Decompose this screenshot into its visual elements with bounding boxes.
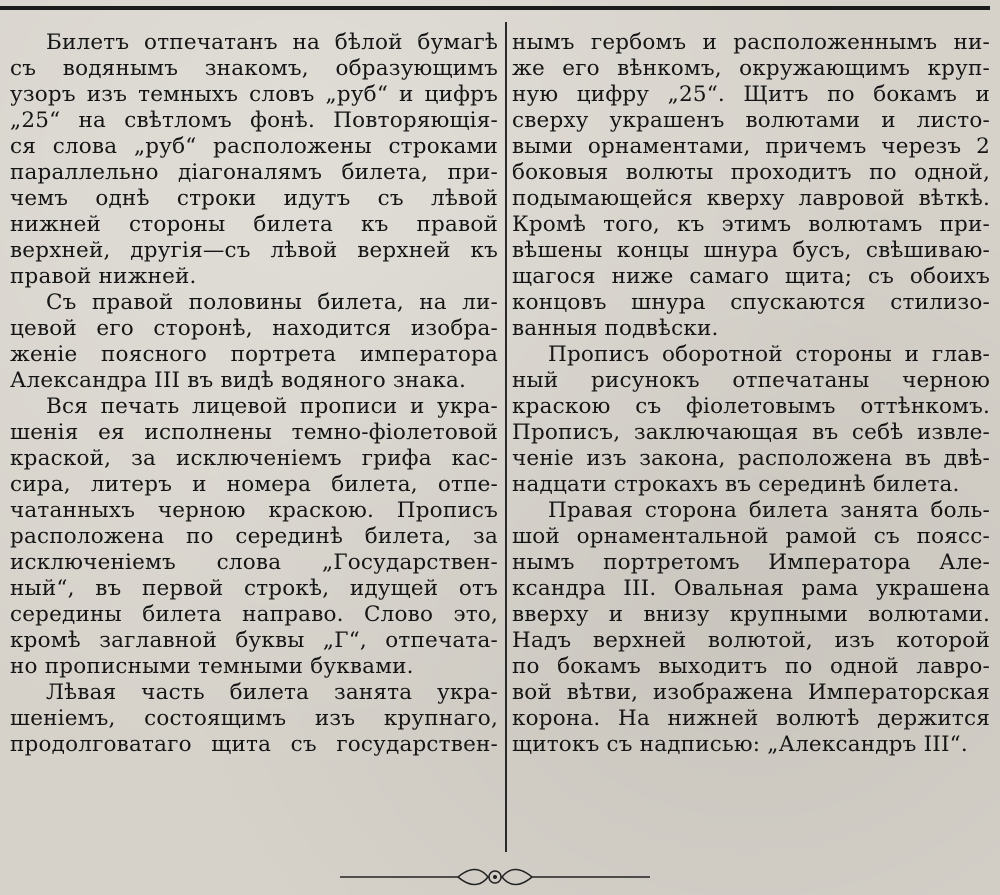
text-line: Надъ верхней волютой, изъ которой xyxy=(512,628,990,653)
text-line: Вся печать лицевой прописи и укра- xyxy=(46,394,498,419)
text-line: съ водянымъ знакомъ, образующимъ xyxy=(10,56,498,81)
text-line: ченіе изъ закона, расположена въ двѣ- xyxy=(512,446,990,471)
text-line: шенія ея исполнены темно-фіолетовой xyxy=(10,420,498,445)
text-line: „25“ на свѣтломъ фонѣ. Повторяющія- xyxy=(10,108,498,133)
text-line: параллельно діагоналямъ билета, при- xyxy=(10,160,498,185)
text-line: нымъ портретомъ Императора Але- xyxy=(512,550,990,575)
text-line: шой орнаментальной рамой съ поясс- xyxy=(512,524,990,549)
text-line: корона. На нижней волютѣ держится xyxy=(512,706,990,731)
text-line: ксандра III. Овальная рама украшена xyxy=(512,576,990,601)
text-line: сверху украшенъ волютами и листо- xyxy=(512,108,990,133)
text-line: чатанныхъ черною краскою. Прописъ xyxy=(10,498,498,523)
text-line: чемъ однѣ строки идутъ съ лѣвой xyxy=(10,186,498,211)
text-line: же его вѣнкомъ, окружающимъ круп- xyxy=(512,56,990,81)
text-line: ся слова „руб“ расположены строками xyxy=(10,134,498,159)
text-line: подымающейся кверху лавровой вѣткѣ. xyxy=(512,186,990,211)
text-line: вѣшены концы шнура бусъ, свѣшиваю- xyxy=(512,238,990,263)
text-line: концовъ шнура спускаются стилизо- xyxy=(512,290,990,315)
text-line: Прописъ, заключающая въ себѣ извле- xyxy=(512,420,990,445)
text-line: продолговатаго щита съ государствен- xyxy=(10,732,498,757)
text-line: середины билета направо. Слово это, xyxy=(10,602,498,627)
text-line: ванныя подвѣски. xyxy=(512,316,719,341)
text-line: выми орнаментами, причемъ черезъ 2 xyxy=(512,134,990,159)
text-line: ный рисунокъ отпечатаны черною xyxy=(512,368,990,393)
text-line: верхней, другія—съ лѣвой верхней къ xyxy=(10,238,498,263)
text-line: женіе поясного портрета императора xyxy=(10,342,498,367)
text-line: Кромѣ того, къ этимъ волютамъ при- xyxy=(512,212,990,237)
text-line: щагося ниже самаго щита; съ обоихъ xyxy=(512,264,990,289)
text-line: шеніемъ, состоящимъ изъ крупнаго, xyxy=(10,706,498,731)
text-line: но прописными темными буквами. xyxy=(10,654,414,679)
text-line: Прописъ оборотной стороны и глав- xyxy=(548,342,990,367)
text-line: Съ правой половины билета, на ли- xyxy=(46,290,498,315)
text-line: кромѣ заглавной буквы „Г“, отпечата- xyxy=(10,628,498,653)
column-divider xyxy=(505,22,507,852)
text-line: правой нижней. xyxy=(10,264,197,289)
text-line: ную цифру „25“. Щитъ по бокамъ и xyxy=(512,82,990,107)
text-line: нымъ гербомъ и расположеннымъ ни- xyxy=(512,30,990,55)
text-line: по бокамъ выходитъ по одной лавро- xyxy=(512,654,990,679)
text-line: узоръ изъ темныхъ словъ „руб“ и цифръ xyxy=(10,82,498,107)
text-line: сира, литеръ и номера билета, отпе- xyxy=(10,472,498,497)
text-line: Лѣвая часть билета занята укра- xyxy=(46,680,498,705)
text-line: нижней стороны билета къ правой xyxy=(10,212,498,237)
text-line: Александра III въ видѣ водяного знака. xyxy=(10,368,467,393)
text-line: боковыя волюты проходитъ по одной, xyxy=(512,160,990,185)
text-line: краской, за исключеніемъ грифа кас- xyxy=(10,446,498,471)
text-line: Правая сторона билета занята боль- xyxy=(548,498,990,523)
text-line: краскою съ фіолетовымъ оттѣнкомъ. xyxy=(512,394,990,419)
decorative-flourish-icon xyxy=(340,862,650,892)
text-line: щитокъ съ надписью: „Александръ III“. xyxy=(512,732,968,757)
text-line: исключеніемъ слова „Государствен- xyxy=(10,550,498,575)
text-line: Билетъ отпечатанъ на бѣлой бумагѣ xyxy=(46,30,498,55)
text-line: надцати строкахъ въ серединѣ билета. xyxy=(512,472,960,497)
text-line: ный“, въ первой строкѣ, идущей отъ xyxy=(10,576,498,601)
text-line: вой вѣтви, изображена Императорская xyxy=(512,680,990,705)
left-column xyxy=(10,30,498,758)
text-line: вверху и внизу крупными волютами. xyxy=(512,602,990,627)
right-column xyxy=(512,30,990,758)
text-line: расположена по серединѣ билета, за xyxy=(10,524,498,549)
top-rule xyxy=(0,6,990,10)
text-line: цевой его сторонѣ, находится изобра- xyxy=(10,316,498,341)
